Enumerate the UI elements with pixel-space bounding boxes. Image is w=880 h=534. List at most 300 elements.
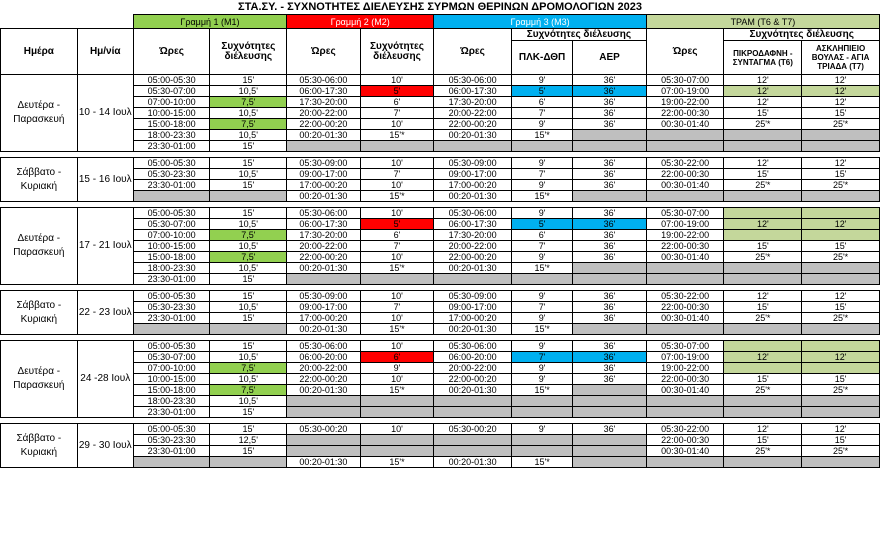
- m3-hours-cell: [434, 435, 512, 446]
- t7-freq-cell: [802, 407, 880, 418]
- m2-freq-header: Συχνότητες διέλευσης: [360, 29, 434, 75]
- tram-hours-header: Ώρες: [646, 29, 724, 75]
- m1-hours-cell: 05:00-05:30: [133, 208, 210, 219]
- m3-plk-cell: 9': [511, 424, 572, 435]
- m1-freq-cell: 15': [210, 424, 287, 435]
- m2-hours-cell: 20:00-22:00: [287, 241, 361, 252]
- m3-aer-cell: 36': [573, 252, 647, 263]
- t7-freq-cell: 15': [802, 108, 880, 119]
- m1-freq-cell: 7,5': [210, 252, 287, 263]
- m3-plk-cell: 9': [511, 180, 572, 191]
- m2-hours-cell: 22:00-00:20: [287, 252, 361, 263]
- m1-freq-cell: 15': [210, 75, 287, 86]
- m3-plk-cell: 9': [511, 374, 572, 385]
- m2-hours-cell: 00:20-01:30: [287, 457, 361, 468]
- t7-freq-cell: 12': [802, 352, 880, 363]
- m3-hours-cell: [434, 396, 512, 407]
- tram-hours-cell: [646, 324, 724, 335]
- t7-freq-cell: [802, 208, 880, 219]
- t6-freq-cell: 15': [724, 374, 802, 385]
- t6-freq-cell: [724, 230, 802, 241]
- m2-hours-cell: 06:00-17:30: [287, 86, 361, 97]
- m2-hours-cell: 20:00-22:00: [287, 108, 361, 119]
- corner-blank: [1, 15, 134, 29]
- t6-freq-cell: [724, 263, 802, 274]
- m3-aer-cell: 36': [573, 424, 647, 435]
- table-row: [1, 158, 880, 169]
- day-cell: Σάββατο - Κυριακή: [1, 424, 78, 468]
- t6-freq-cell: [724, 457, 802, 468]
- m3-plk-cell: 15'*: [511, 191, 572, 202]
- m3-plk-cell: 9': [511, 252, 572, 263]
- m2-freq-cell: 7': [360, 108, 434, 119]
- m3-plk-cell: 9': [511, 291, 572, 302]
- line-m1-header: Γραμμή 1 (Μ1): [133, 15, 286, 29]
- m3-aer-cell: 36': [573, 97, 647, 108]
- tram-hours-cell: 22:00-00:30: [646, 241, 724, 252]
- m1-freq-cell: 15': [210, 274, 287, 285]
- m1-hours-cell: [133, 191, 210, 202]
- m3-hours-cell: 17:30-20:00: [434, 230, 512, 241]
- tram-hours-cell: [646, 457, 724, 468]
- m1-freq-cell: 10,5': [210, 108, 287, 119]
- tram-hours-cell: [646, 396, 724, 407]
- tram-hours-cell: 05:30-22:00: [646, 291, 724, 302]
- m2-hours-cell: [287, 396, 361, 407]
- m3-aer-cell: 36': [573, 313, 647, 324]
- m1-freq-cell: 10,5': [210, 396, 287, 407]
- t7-freq-cell: [802, 457, 880, 468]
- m2-freq-cell: 6': [360, 97, 434, 108]
- m1-hours-cell: 05:00-05:30: [133, 424, 210, 435]
- m3-plk-cell: 9': [511, 119, 572, 130]
- t7-freq-cell: 25'*: [802, 313, 880, 324]
- m1-hours-cell: [133, 324, 210, 335]
- m2-hours-cell: 17:00-00:20: [287, 180, 361, 191]
- t6-freq-cell: [724, 363, 802, 374]
- m2-freq-cell: 6': [360, 230, 434, 241]
- t7-freq-cell: [802, 396, 880, 407]
- m1-hours-cell: 05:00-05:30: [133, 341, 210, 352]
- m3-hours-cell: 09:00-17:00: [434, 302, 512, 313]
- t7-freq-cell: [802, 274, 880, 285]
- m2-freq-cell: 10': [360, 252, 434, 263]
- m3-aer-cell: 36': [573, 119, 647, 130]
- m3-aer-cell: [573, 141, 647, 152]
- m3-plk-cell: [511, 435, 572, 446]
- t7-freq-cell: 25'*: [802, 385, 880, 396]
- t7-freq-cell: 25'*: [802, 446, 880, 457]
- m1-freq-cell: [210, 324, 287, 335]
- m3-hours-cell: 17:00-00:20: [434, 180, 512, 191]
- m2-hours-cell: 00:20-01:30: [287, 263, 361, 274]
- m2-freq-cell: 7': [360, 169, 434, 180]
- m2-freq-cell: 15'*: [360, 457, 434, 468]
- m1-hours-cell: 23:30-01:00: [133, 180, 210, 191]
- m3-hours-cell: 00:20-01:30: [434, 457, 512, 468]
- m3-hours-cell: 06:00-20:00: [434, 352, 512, 363]
- m1-hours-cell: 15:00-18:00: [133, 119, 210, 130]
- m3-plk-cell: 7': [511, 302, 572, 313]
- m1-hours-cell: 05:00-05:30: [133, 291, 210, 302]
- tram-hours-cell: [646, 274, 724, 285]
- m1-hours-cell: 18:00-23:30: [133, 130, 210, 141]
- t7-freq-cell: [802, 341, 880, 352]
- m3-hours-cell: 17:00-00:20: [434, 313, 512, 324]
- m3-plk-cell: 9': [511, 208, 572, 219]
- m1-hours-cell: 07:00-10:00: [133, 363, 210, 374]
- m1-freq-cell: 10,5': [210, 302, 287, 313]
- date-column-header: Ημ/νία: [77, 29, 133, 75]
- m2-freq-cell: 10': [360, 208, 434, 219]
- m3-aer-cell: [573, 396, 647, 407]
- m3-aer-cell: 36': [573, 341, 647, 352]
- m3-hours-cell: 00:20-01:30: [434, 324, 512, 335]
- t6-freq-cell: 15': [724, 241, 802, 252]
- t6-freq-cell: [724, 324, 802, 335]
- m1-hours-cell: 23:30-01:00: [133, 313, 210, 324]
- m3-plk-cell: 7': [511, 241, 572, 252]
- t6-freq-cell: 25'*: [724, 252, 802, 263]
- t7-freq-cell: 12': [802, 424, 880, 435]
- t7-freq-cell: 15': [802, 302, 880, 313]
- t7-freq-cell: 15': [802, 374, 880, 385]
- m2-hours-cell: 17:00-00:20: [287, 313, 361, 324]
- m3-plk-cell: 7': [511, 108, 572, 119]
- m2-freq-cell: [360, 435, 434, 446]
- m3-hours-cell: 05:30-06:00: [434, 208, 512, 219]
- m3-aer-cell: [573, 446, 647, 457]
- day-column-header: Ημέρα: [1, 29, 78, 75]
- m2-hours-cell: 05:30-06:00: [287, 341, 361, 352]
- m1-hours-cell: 07:00-10:00: [133, 230, 210, 241]
- m1-freq-cell: 15': [210, 291, 287, 302]
- m3-plk-header: ΠΛΚ-ΔΘΠ: [511, 41, 572, 75]
- m3-plk-cell: 15'*: [511, 385, 572, 396]
- m1-freq-cell: 15': [210, 407, 287, 418]
- m2-hours-cell: 05:30-09:00: [287, 158, 361, 169]
- tram-hours-cell: 07:00-19:00: [646, 86, 724, 97]
- date-cell: 29 - 30 Ιουλ: [77, 424, 133, 468]
- m2-freq-cell: 7': [360, 241, 434, 252]
- t6-header: ΠΙΚΡΟΔΑΦΝΗ - ΣΥΝΤΑΓΜΑ (Τ6): [724, 41, 802, 75]
- m2-freq-cell: [360, 396, 434, 407]
- tram-hours-cell: 22:00-00:30: [646, 108, 724, 119]
- tram-hours-cell: 00:30-01:40: [646, 313, 724, 324]
- m1-freq-cell: 10,5': [210, 352, 287, 363]
- m3-aer-cell: 36': [573, 158, 647, 169]
- t7-freq-cell: [802, 230, 880, 241]
- table-row: [1, 424, 880, 435]
- tram-hours-cell: 22:00-00:30: [646, 435, 724, 446]
- m1-hours-cell: 23:30-01:00: [133, 446, 210, 457]
- m1-freq-cell: 15': [210, 141, 287, 152]
- m3-hours-cell: 05:30-06:00: [434, 341, 512, 352]
- tram-hours-cell: 05:30-07:00: [646, 208, 724, 219]
- m3-hours-cell: 06:00-17:30: [434, 219, 512, 230]
- tram-hours-cell: 00:30-01:40: [646, 119, 724, 130]
- t6-freq-cell: 15': [724, 108, 802, 119]
- m1-hours-cell: 18:00-23:30: [133, 263, 210, 274]
- t7-freq-cell: 25'*: [802, 180, 880, 191]
- m3-hours-cell: 05:30-06:00: [434, 75, 512, 86]
- m3-hours-cell: 05:30-00:20: [434, 424, 512, 435]
- m3-plk-cell: 15'*: [511, 130, 572, 141]
- m3-aer-cell: [573, 324, 647, 335]
- m2-freq-cell: 5': [360, 219, 434, 230]
- t7-freq-cell: [802, 130, 880, 141]
- t7-freq-cell: 15': [802, 435, 880, 446]
- m3-aer-cell: [573, 407, 647, 418]
- m2-freq-cell: 10': [360, 158, 434, 169]
- m3-aer-cell: [573, 191, 647, 202]
- m3-aer-cell: 36': [573, 291, 647, 302]
- t6-freq-cell: 12': [724, 219, 802, 230]
- m2-hours-cell: 00:20-01:30: [287, 324, 361, 335]
- t6-freq-cell: [724, 396, 802, 407]
- m2-hours-cell: 22:00-00:20: [287, 374, 361, 385]
- m3-plk-cell: 5': [511, 219, 572, 230]
- tram-hours-cell: 19:00-22:00: [646, 230, 724, 241]
- m1-freq-cell: 10,5': [210, 86, 287, 97]
- m3-aer-cell: [573, 274, 647, 285]
- m3-aer-cell: 36': [573, 352, 647, 363]
- tram-hours-cell: 00:30-01:40: [646, 385, 724, 396]
- m3-hours-cell: 20:00-22:00: [434, 241, 512, 252]
- m3-aer-cell: 36': [573, 219, 647, 230]
- m2-hours-header: Ώρες: [287, 29, 361, 75]
- t7-freq-cell: [802, 141, 880, 152]
- m3-plk-cell: [511, 274, 572, 285]
- tram-hours-cell: 05:30-22:00: [646, 424, 724, 435]
- t6-freq-cell: 25'*: [724, 385, 802, 396]
- tram-hours-cell: 22:00-00:30: [646, 302, 724, 313]
- m2-hours-cell: 17:30-20:00: [287, 97, 361, 108]
- m3-aer-cell: 36': [573, 169, 647, 180]
- m1-freq-cell: [210, 191, 287, 202]
- tram-hours-cell: 00:30-01:40: [646, 180, 724, 191]
- m3-aer-cell: 36': [573, 302, 647, 313]
- date-cell: 15 - 16 Ιουλ: [77, 158, 133, 202]
- m3-plk-cell: 9': [511, 363, 572, 374]
- m2-freq-cell: [360, 274, 434, 285]
- m2-freq-cell: 15'*: [360, 385, 434, 396]
- m1-freq-cell: 7,5': [210, 385, 287, 396]
- m2-hours-cell: 17:30-20:00: [287, 230, 361, 241]
- tram-hours-cell: 19:00-22:00: [646, 97, 724, 108]
- date-cell: 22 - 23 Ιουλ: [77, 291, 133, 335]
- m3-aer-cell: 36': [573, 86, 647, 97]
- m1-hours-cell: 05:30-23:30: [133, 302, 210, 313]
- m3-hours-cell: 17:30-20:00: [434, 97, 512, 108]
- m3-hours-cell: 20:00-22:00: [434, 108, 512, 119]
- m3-hours-cell: 22:00-00:20: [434, 374, 512, 385]
- m1-hours-cell: 15:00-18:00: [133, 252, 210, 263]
- m2-freq-cell: 15'*: [360, 324, 434, 335]
- m3-aer-cell: 36': [573, 75, 647, 86]
- tram-hours-cell: [646, 141, 724, 152]
- t7-freq-cell: 12': [802, 219, 880, 230]
- m1-hours-cell: 23:30-01:00: [133, 407, 210, 418]
- date-cell: 10 - 14 Ιουλ: [77, 75, 133, 152]
- m3-hours-cell: [434, 274, 512, 285]
- m2-freq-cell: [360, 446, 434, 457]
- m2-hours-cell: 20:00-22:00: [287, 363, 361, 374]
- date-cell: 24 -28 Ιουλ: [77, 341, 133, 418]
- m3-plk-cell: 15'*: [511, 457, 572, 468]
- m1-hours-cell: 05:30-23:30: [133, 435, 210, 446]
- m1-freq-cell: 10,5': [210, 374, 287, 385]
- m2-hours-cell: 06:00-20:00: [287, 352, 361, 363]
- t6-freq-cell: [724, 130, 802, 141]
- m1-freq-cell: 15': [210, 208, 287, 219]
- m2-hours-cell: 00:20-01:30: [287, 130, 361, 141]
- t7-freq-cell: 15': [802, 241, 880, 252]
- m2-freq-cell: 15'*: [360, 263, 434, 274]
- day-cell: Σάββατο - Κυριακή: [1, 158, 78, 202]
- m1-hours-cell: 10:00-15:00: [133, 108, 210, 119]
- m1-hours-cell: 15:00-18:00: [133, 385, 210, 396]
- m3-aer-cell: [573, 385, 647, 396]
- m1-hours-cell: 18:00-23:30: [133, 396, 210, 407]
- m3-plk-cell: [511, 141, 572, 152]
- m3-plk-cell: 9': [511, 341, 572, 352]
- m1-hours-cell: 05:30-23:30: [133, 169, 210, 180]
- t6-freq-cell: 15': [724, 435, 802, 446]
- line-m3-header: Γραμμή 3 (Μ3): [434, 15, 647, 29]
- m2-hours-cell: 00:20-01:30: [287, 191, 361, 202]
- m1-hours-cell: 10:00-15:00: [133, 241, 210, 252]
- m1-freq-cell: 10,5': [210, 263, 287, 274]
- m1-freq-cell: 10,5': [210, 169, 287, 180]
- m1-hours-cell: 07:00-10:00: [133, 97, 210, 108]
- tram-hours-cell: 07:00-19:00: [646, 352, 724, 363]
- tram-hours-cell: 07:00-19:00: [646, 219, 724, 230]
- t7-freq-cell: 12': [802, 291, 880, 302]
- m2-freq-cell: 10': [360, 424, 434, 435]
- tram-hours-cell: 05:30-22:00: [646, 158, 724, 169]
- m1-hours-cell: 05:30-07:00: [133, 86, 210, 97]
- tram-hours-cell: 22:00-00:30: [646, 169, 724, 180]
- m2-freq-cell: 15'*: [360, 191, 434, 202]
- m2-freq-cell: [360, 141, 434, 152]
- tram-hours-cell: [646, 407, 724, 418]
- m1-hours-cell: 10:00-15:00: [133, 374, 210, 385]
- m1-hours-header: Ώρες: [133, 29, 210, 75]
- m2-hours-cell: [287, 274, 361, 285]
- m3-hours-cell: 00:20-01:30: [434, 263, 512, 274]
- m3-plk-cell: 7': [511, 352, 572, 363]
- m3-hours-cell: 22:00-00:20: [434, 119, 512, 130]
- m3-plk-cell: [511, 446, 572, 457]
- m3-plk-cell: 15'*: [511, 263, 572, 274]
- t6-freq-cell: 15': [724, 302, 802, 313]
- m2-hours-cell: 09:00-17:00: [287, 302, 361, 313]
- m1-freq-cell: 15': [210, 313, 287, 324]
- m3-aer-cell: 36': [573, 108, 647, 119]
- tram-header: ΤΡΑΜ (Τ6 & Τ7): [646, 15, 879, 29]
- t6-freq-cell: [724, 191, 802, 202]
- m2-hours-cell: 00:20-01:30: [287, 385, 361, 396]
- m3-aer-cell: 36': [573, 180, 647, 191]
- m2-hours-cell: 05:30-09:00: [287, 291, 361, 302]
- m1-freq-cell: 10,5': [210, 219, 287, 230]
- m3-hours-cell: [434, 141, 512, 152]
- m1-hours-cell: 23:30-01:00: [133, 141, 210, 152]
- m3-hours-cell: 00:20-01:30: [434, 191, 512, 202]
- t7-freq-cell: [802, 363, 880, 374]
- day-cell: Δευτέρα - Παρασκευή: [1, 208, 78, 285]
- m3-aer-cell: 36': [573, 208, 647, 219]
- t6-freq-cell: 25'*: [724, 180, 802, 191]
- m2-hours-cell: 06:00-17:30: [287, 219, 361, 230]
- tram-hours-cell: 05:30-07:00: [646, 341, 724, 352]
- t7-freq-cell: 12': [802, 97, 880, 108]
- m2-freq-cell: [360, 407, 434, 418]
- m2-freq-cell: 10': [360, 119, 434, 130]
- m2-freq-cell: 5': [360, 86, 434, 97]
- t6-freq-cell: [724, 141, 802, 152]
- m2-freq-cell: 10': [360, 75, 434, 86]
- m1-freq-cell: 15': [210, 158, 287, 169]
- m2-hours-cell: [287, 446, 361, 457]
- t6-freq-cell: 12': [724, 86, 802, 97]
- m1-hours-cell: [133, 457, 210, 468]
- m2-freq-cell: 15'*: [360, 130, 434, 141]
- m3-plk-cell: 15'*: [511, 324, 572, 335]
- m2-hours-cell: 09:00-17:00: [287, 169, 361, 180]
- tram-hours-cell: [646, 130, 724, 141]
- tram-hours-cell: [646, 263, 724, 274]
- t6-freq-cell: 12': [724, 352, 802, 363]
- t7-freq-cell: 15': [802, 169, 880, 180]
- m2-freq-cell: 9': [360, 363, 434, 374]
- m2-freq-cell: 7': [360, 302, 434, 313]
- m3-aer-cell: 36': [573, 230, 647, 241]
- m3-freq-header: Συχνότητες διέλευσης: [511, 29, 646, 41]
- table-row: [1, 341, 880, 352]
- m1-hours-cell: 05:30-07:00: [133, 219, 210, 230]
- m3-aer-header: ΑΕΡ: [573, 41, 647, 75]
- m1-hours-cell: 23:30-01:00: [133, 274, 210, 285]
- day-cell: Σάββατο - Κυριακή: [1, 291, 78, 335]
- tram-hours-cell: 19:00-22:00: [646, 363, 724, 374]
- m3-plk-cell: 5': [511, 86, 572, 97]
- m3-hours-cell: 00:20-01:30: [434, 385, 512, 396]
- m1-freq-cell: 7,5': [210, 230, 287, 241]
- t6-freq-cell: 12': [724, 97, 802, 108]
- day-cell: Δευτέρα - Παρασκευή: [1, 75, 78, 152]
- m1-freq-cell: 15': [210, 180, 287, 191]
- t7-freq-cell: [802, 191, 880, 202]
- m2-freq-cell: 10': [360, 180, 434, 191]
- tram-hours-cell: 22:00-00:30: [646, 374, 724, 385]
- t6-freq-cell: 15': [724, 169, 802, 180]
- t7-freq-cell: 25'*: [802, 119, 880, 130]
- m2-freq-cell: 10': [360, 313, 434, 324]
- t7-freq-cell: [802, 263, 880, 274]
- m1-hours-cell: 05:00-05:30: [133, 158, 210, 169]
- m3-hours-cell: 06:00-17:30: [434, 86, 512, 97]
- t6-freq-cell: 12': [724, 424, 802, 435]
- m3-aer-cell: [573, 435, 647, 446]
- t6-freq-cell: 25'*: [724, 119, 802, 130]
- m2-freq-cell: 10': [360, 374, 434, 385]
- table-row: [1, 75, 880, 86]
- t7-freq-cell: 12': [802, 158, 880, 169]
- tram-hours-cell: 00:30-01:40: [646, 252, 724, 263]
- m1-freq-cell: 15': [210, 446, 287, 457]
